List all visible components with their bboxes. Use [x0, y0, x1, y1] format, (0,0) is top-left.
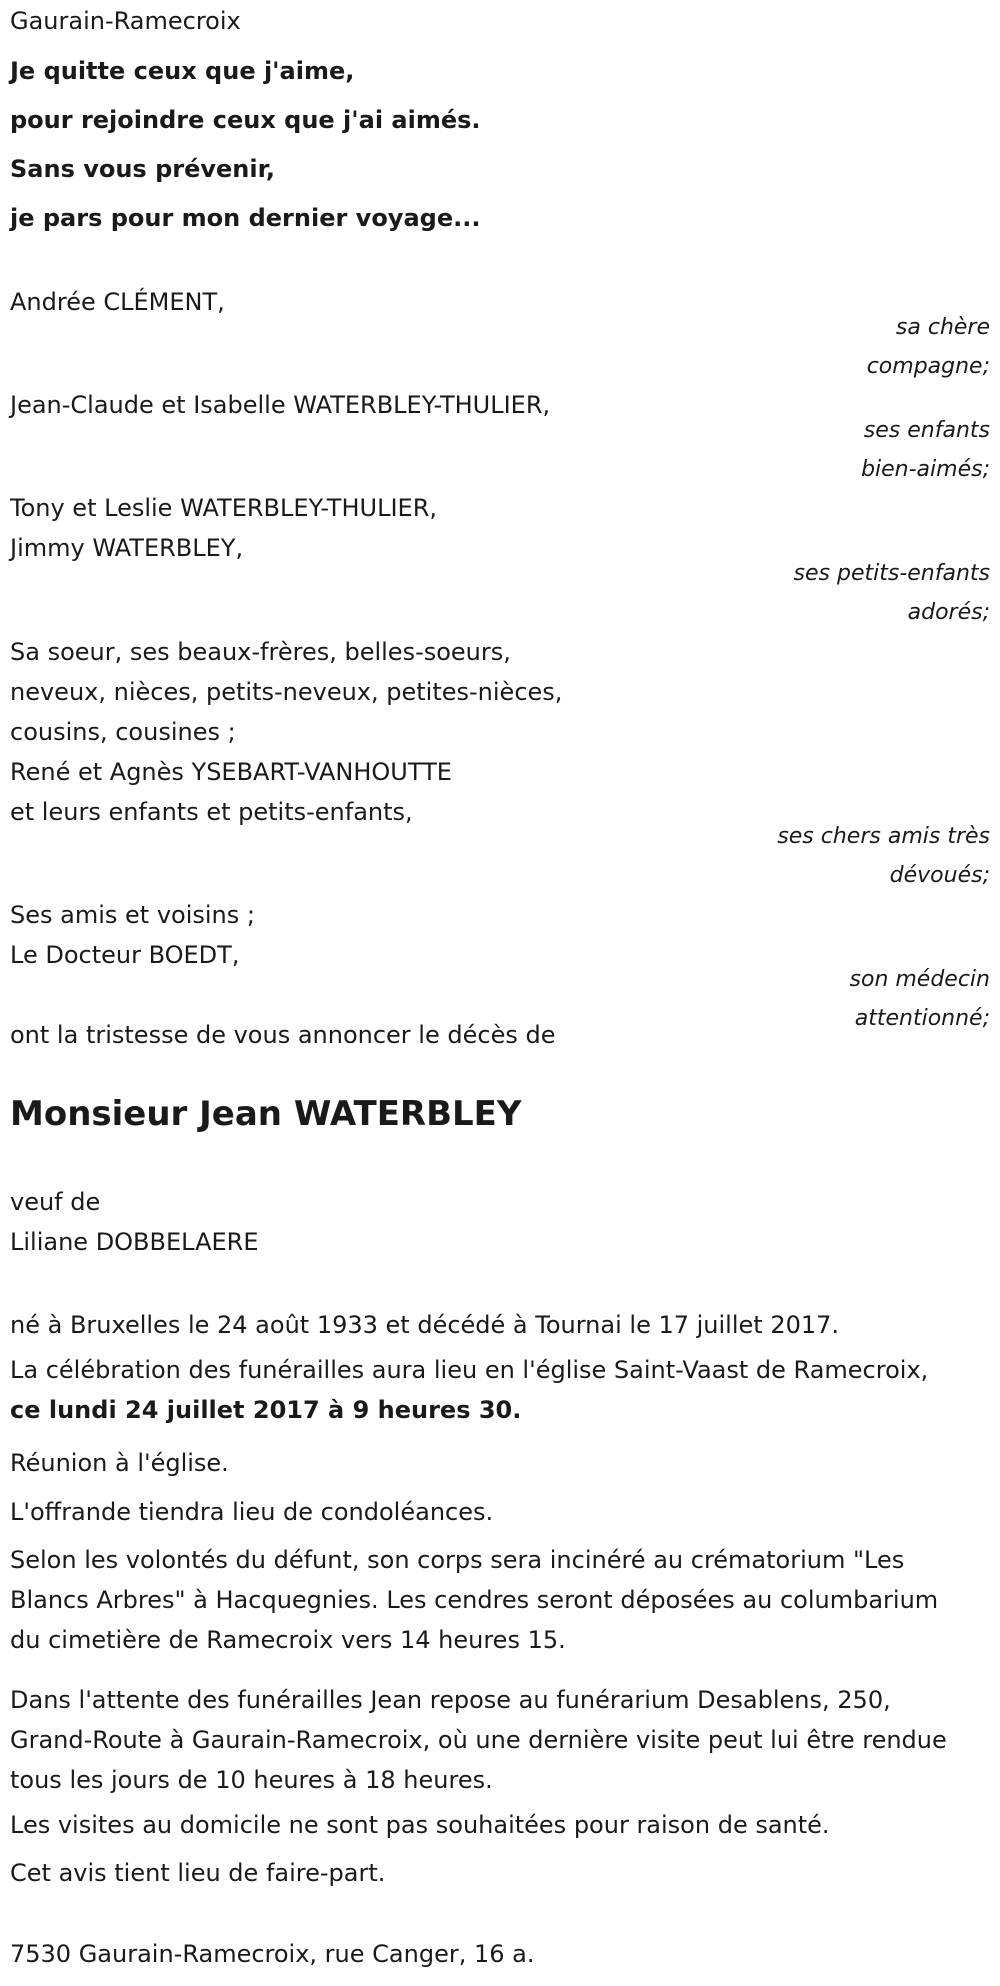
- address-line: 7530 Gaurain-Ramecroix, rue Canger, 16 a.: [10, 1940, 535, 1968]
- mourner-name: Jean-Claude et Isabelle WATERBLEY-THULIER,: [10, 391, 551, 419]
- relation-label: ses petits-enfants: [793, 561, 990, 586]
- location-header: Gaurain-Ramecroix: [10, 7, 241, 35]
- birth-death-line: né à Bruxelles le 24 août 1933 et décédé à Tournai le 17 juillet 2017.: [10, 1311, 840, 1339]
- mourner-name: Jimmy WATERBLEY,: [10, 534, 244, 562]
- relation-label: adorés;: [907, 600, 990, 625]
- mourner-name: René et Agnès YSEBART-VANHOUTTE: [10, 758, 452, 786]
- poem-line: je pars pour mon dernier voyage...: [10, 204, 481, 232]
- mourner-name: cousins, cousines ;: [10, 718, 236, 746]
- ceremony-paragraph: [10, 1350, 960, 1430]
- poem-line: Sans vous prévenir,: [10, 155, 276, 183]
- mourner-name: Andrée CLÉMENT,: [10, 288, 225, 316]
- deceased-name: Monsieur Jean WATERBLEY: [10, 1094, 522, 1134]
- relation-label: bien-aimés;: [861, 457, 990, 482]
- spouse-name: Liliane DOBBELAERE: [10, 1228, 259, 1256]
- poem-line: pour rejoindre ceux que j'ai aimés.: [10, 106, 481, 134]
- funeral-home-paragraph: Dans l'attente des funérailles Jean repose au funérarium Desablens, 250, Grand-Route à Gaurain-Ramecroix, où une dernière visite peut lui être rendue tous les jours de 10 heures à 18 heures.: [10, 1686, 947, 1794]
- mourner-name: Tony et Leslie WATERBLEY-THULIER,: [10, 494, 437, 522]
- home-visits-line: Les visites au domicile ne sont pas souhaitées pour raison de santé.: [10, 1811, 830, 1839]
- poem-line: Je quitte ceux que j'aime,: [10, 57, 355, 85]
- relation-label: sa chère: [895, 315, 990, 340]
- relation-label: compagne;: [866, 354, 990, 379]
- mourner-name: Sa soeur, ses beaux-frères, belles-soeurs,: [10, 638, 511, 666]
- mourner-name: et leurs enfants et petits-enfants,: [10, 798, 413, 826]
- ceremony-intro: La célébration des funérailles aura lieu en l'église Saint-Vaast de Ramecroix,: [10, 1356, 929, 1384]
- mourner-name: neveux, nièces, petits-neveux, petites-nièces,: [10, 678, 563, 706]
- relation-label: ses chers amis très: [777, 824, 990, 849]
- announcement-text: ont la tristesse de vous annoncer le décès de: [10, 1021, 556, 1049]
- mourner-name: Ses amis et voisins ;: [10, 901, 255, 929]
- cremation-paragraph: Selon les volontés du défunt, son corps sera incinéré au crématorium "Les Blancs Arbres" à Hacquegnies. Les cendres seront déposées au columbarium du cimetière de Ramecroix vers 14 heures 15.: [10, 1546, 939, 1654]
- notice-line: Cet avis tient lieu de faire-part.: [10, 1859, 386, 1887]
- mourner-name: Le Docteur BOEDT,: [10, 941, 240, 969]
- offering-line: L'offrande tiendra lieu de condoléances.: [10, 1498, 494, 1526]
- ceremony-date: ce lundi 24 juillet 2017 à 9 heures 30.: [10, 1396, 522, 1424]
- relation-label: dévoués;: [889, 863, 990, 888]
- relation-label: son médecin: [849, 967, 990, 992]
- relation-label: ses enfants: [863, 418, 990, 443]
- gathering-line: Réunion à l'église.: [10, 1449, 229, 1477]
- widower-label: veuf de: [10, 1188, 101, 1216]
- relation-label: attentionné;: [854, 1006, 990, 1031]
